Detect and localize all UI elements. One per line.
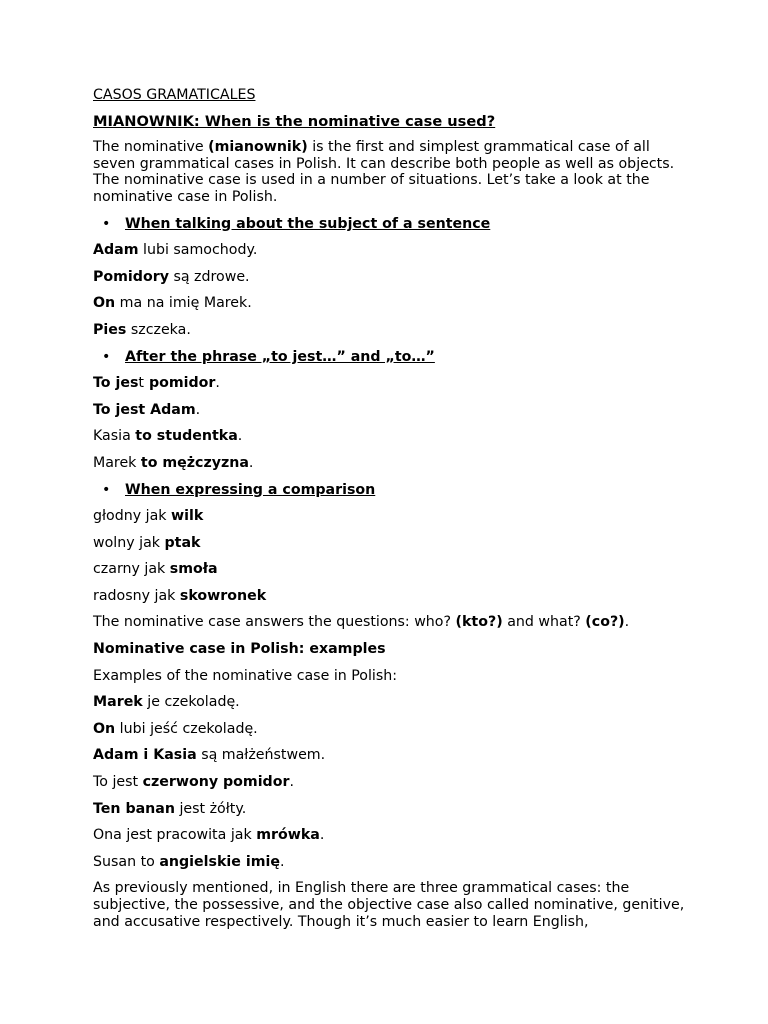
example-line — [93, 535, 693, 552]
questions-paragraph — [93, 614, 693, 631]
text: Kasia — [93, 428, 136, 445]
intro-text-a: The nominative — [93, 139, 209, 156]
bold-text: czerwony pomidor — [142, 774, 290, 791]
text: są małżeństwem. — [196, 747, 326, 764]
bold-text: angielskie imię — [159, 853, 280, 870]
example-line — [93, 694, 693, 711]
bold-text: skowronek — [179, 587, 267, 604]
text: Ona jest pracowita jak — [93, 827, 257, 844]
text: . — [279, 853, 285, 870]
text: The nominative case answers the questions: who? — [93, 614, 456, 631]
bold-text: Pies — [93, 321, 127, 338]
bold-text: smoła — [169, 561, 218, 578]
bullet-to-jest — [93, 349, 693, 366]
bullet-title: When talking about the subject of a sentence — [125, 215, 491, 232]
closing-paragraph: As previously mentioned, in English there are three grammatical cases: the subjective, the possessive, and the objective case also called nominative, genitive, and accusative respectively. Though it’s much easier to learn English, — [93, 880, 685, 930]
section-heading: MIANOWNIK: When is the nominative case used? — [93, 112, 496, 130]
example-line — [93, 588, 693, 605]
text: czarny jak — [93, 561, 170, 578]
bold-text: Ten banan — [93, 800, 175, 817]
example-line — [93, 774, 693, 791]
bullet-icon: • — [102, 481, 111, 498]
document-page — [93, 87, 693, 940]
text: . — [237, 428, 243, 445]
example-line — [93, 375, 693, 392]
text: ma na imię Marek. — [115, 295, 252, 312]
bold-text: pomidor — [144, 375, 216, 392]
example-line — [93, 827, 693, 844]
bold-text: (co?) — [585, 614, 625, 631]
text: Marek — [93, 454, 141, 471]
bold-text: (kto?) — [455, 614, 503, 631]
text: . — [289, 774, 294, 791]
example-line — [93, 561, 693, 578]
text: radosny jak — [93, 587, 180, 604]
bold-text: On — [93, 295, 116, 312]
bold-text: Adam i Kasia — [93, 747, 197, 764]
bold-text: Marek — [93, 694, 143, 711]
examples-heading: Nominative case in Polish: examples — [93, 641, 386, 658]
bold-text: To jes — [93, 375, 139, 392]
text: and what? — [502, 614, 586, 631]
text: Susan to — [93, 853, 160, 870]
intro-text-c: is the first and simplest grammatical case of all seven grammatical cases in Polish. It can describe both people as well as objects. The nominative case is used in a number of situations. Let’s take a look at the nominative case in Polish. — [93, 139, 675, 205]
bullet-title: After the phrase „to jest…” and „to…” — [125, 348, 435, 365]
bold-text: On — [93, 720, 116, 737]
bold-text: To jest Adam — [93, 401, 196, 418]
text: . — [319, 827, 325, 844]
example-line — [93, 721, 693, 738]
intro-paragraph — [93, 139, 693, 205]
text: są zdrowe. — [168, 268, 250, 285]
text: lubi jeść czekoladę. — [115, 720, 258, 737]
bold-text: Adam — [93, 242, 139, 259]
example-line — [93, 295, 693, 312]
text: t — [138, 375, 144, 392]
bullet-title: When expressing a comparison — [125, 481, 376, 498]
example-line — [93, 322, 693, 339]
example-line — [93, 455, 693, 472]
text: jest żółty. — [174, 800, 247, 817]
example-line — [93, 508, 693, 525]
bullet-comparison — [93, 482, 693, 499]
example-line — [93, 428, 693, 445]
example-line — [93, 402, 693, 419]
example-line — [93, 242, 693, 259]
bullet-subject — [93, 216, 693, 233]
text: . — [624, 614, 630, 631]
example-line — [93, 269, 693, 286]
text: szczeka. — [126, 321, 191, 338]
bold-text: wilk — [170, 508, 204, 525]
text: lubi samochody. — [138, 242, 258, 259]
text: . — [215, 375, 220, 392]
text: . — [248, 454, 254, 471]
bold-text: mrówka — [256, 827, 320, 844]
text: je czekoladę. — [142, 694, 240, 711]
bold-text: to mężczyzna — [140, 454, 249, 471]
intro-text-bold: (mianownik) — [208, 139, 308, 156]
bold-text: ptak — [164, 534, 201, 551]
text: . — [195, 401, 201, 418]
text: To jest — [93, 774, 143, 791]
text: wolny jak — [93, 534, 165, 551]
bold-text: Pomidory — [93, 268, 169, 285]
example-line — [93, 747, 693, 764]
bullet-icon: • — [102, 348, 111, 365]
examples-intro: Examples of the nominative case in Polish: — [93, 667, 398, 684]
bold-text: to studentka — [135, 428, 238, 445]
text: głodny jak — [93, 508, 171, 525]
example-line — [93, 801, 693, 818]
example-line — [93, 854, 693, 871]
doc-title: CASOS GRAMATICALES — [93, 87, 256, 103]
bullet-icon: • — [102, 215, 111, 232]
